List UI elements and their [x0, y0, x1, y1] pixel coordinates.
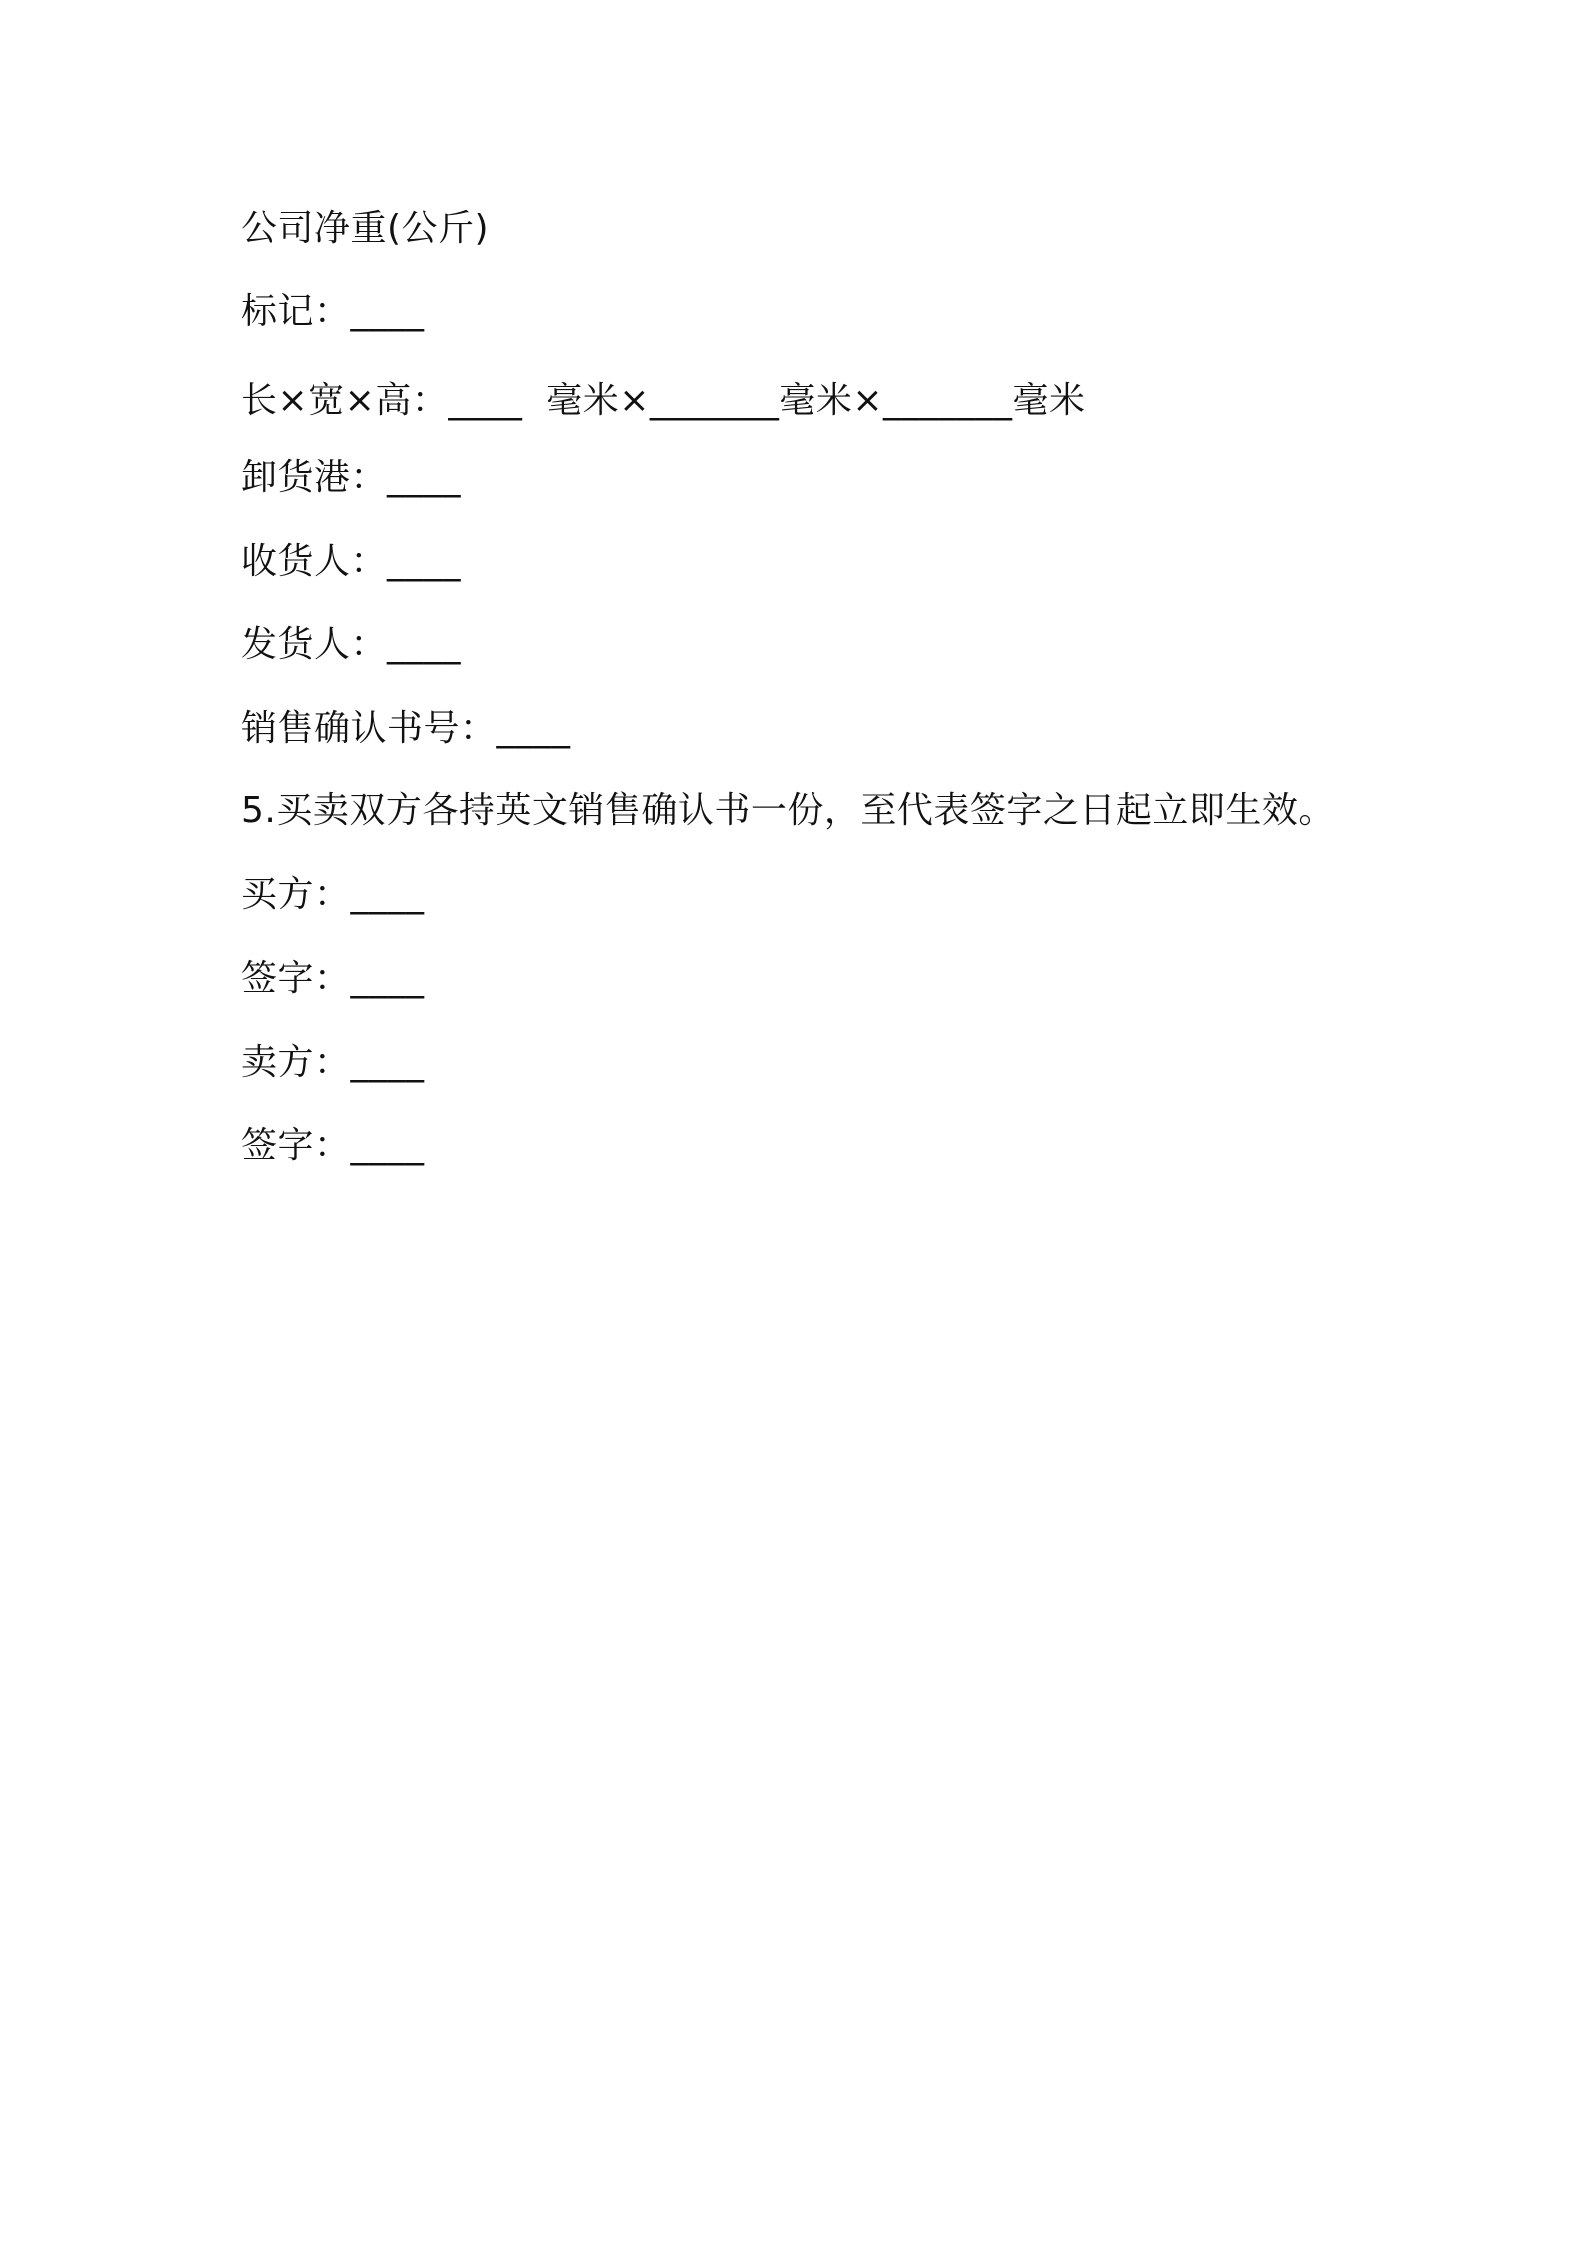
net-weight-line: 公司净重(公斤): [241, 208, 490, 249]
buyer-line: 买方：____: [241, 874, 425, 915]
buyer-signature-line: 签字：____: [241, 958, 425, 999]
marks-line: 标记：____: [241, 291, 425, 332]
seller-line: 卖方：____: [241, 1042, 425, 1083]
clause-5-paragraph: 5.买卖双方各持英文销售确认书一份，至代表签字之日起立即生效。: [241, 790, 1335, 831]
consignee-line: 收货人：____: [241, 541, 462, 582]
port-of-discharge-line: 卸货港：____: [241, 457, 462, 498]
sales-confirmation-no-line: 销售确认书号：____: [241, 708, 571, 749]
shipper-line: 发货人：____: [241, 624, 462, 665]
seller-signature-line: 签字：____: [241, 1125, 425, 1166]
dimensions-line: 长×宽×高：____ 毫米×_______毫米×_______毫米: [241, 380, 1086, 421]
